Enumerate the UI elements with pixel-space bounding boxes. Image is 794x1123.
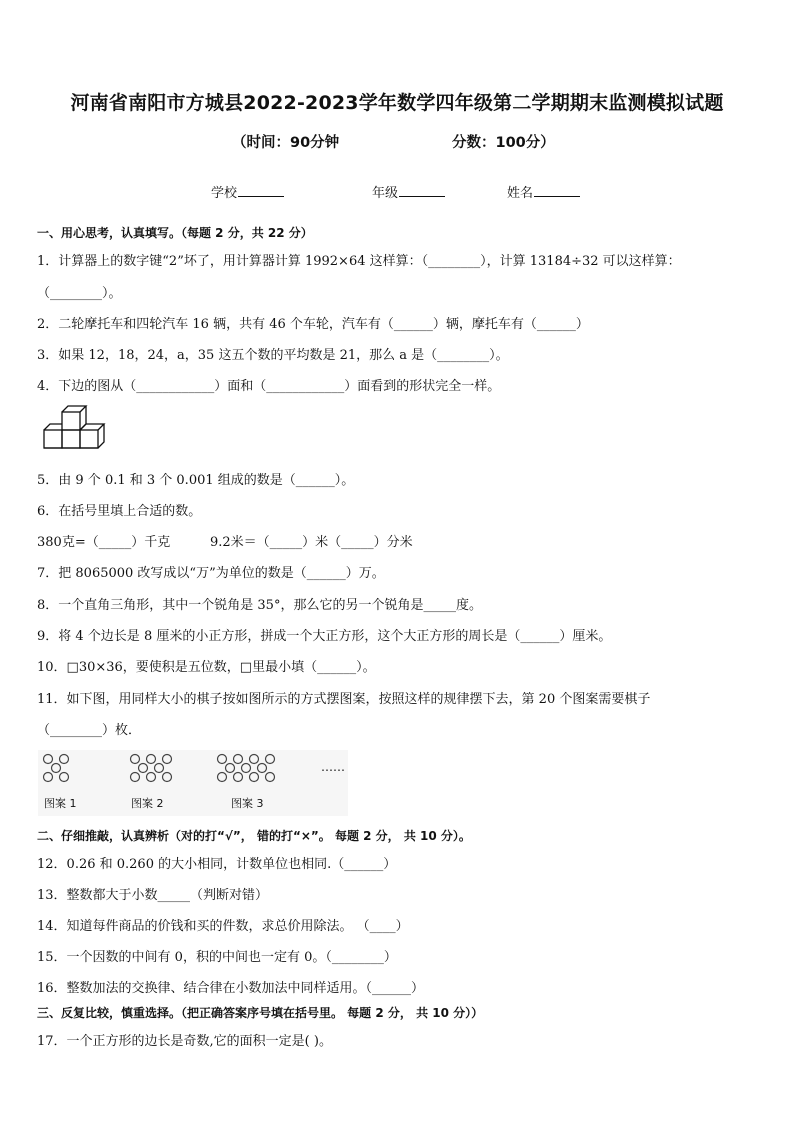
question-1: 1．计算器上的数字键“2”坏了，用计算器计算 1992×64 这样算：（________），计算 13184÷32 可以这样算： [37,254,681,269]
total-score: 分数：100分） [452,135,555,151]
question-6a: 380克=（_____）千克 [37,535,171,550]
section-3-heading: 三、反复比较，慎重选择。（把正确答案序号填在括号里。 每题 2 分， 共 10 分）） [37,1006,484,1020]
school-field [211,182,284,201]
question-6: 6．在括号里填上合适的数。 [37,504,202,519]
chess-pattern-figure [38,750,348,816]
question-3: 3．如果 12，18，24，a，35 这五个数的平均数是 21，那么 a 是（________）。 [37,348,509,363]
pattern-1-caption: 图案 1 [44,797,77,810]
grade-field [372,182,445,201]
time-limit: （时间：90分钟 [232,135,340,151]
question-4: 4．下边的图从（____________）面和（____________）面看到的形状完全一样。 [37,379,501,394]
question-7: 7．把 8065000 改写成以“万”为单位的数是（______）万。 [37,566,385,581]
question-10: 10．□30×36，要使积是五位数，□里最小填（______）。 [37,660,376,675]
question-1-cont: （________）。 [37,286,122,301]
question-11: 11．如下图，用同样大小的棋子按如图所示的方式摆图案，按照这样的规律摆下去，第 20 个图案需要棋子 [37,692,651,707]
pattern-2-caption: 图案 2 [131,797,164,810]
school-blank[interactable] [238,184,284,197]
page-title: 河南省南阳市方城县2022-2023学年数学四年级第二学期期末监测模拟试题 [70,92,724,114]
question-15: 15．一个因数的中间有 0，积的中间也一定有 0。（________） [37,950,397,965]
question-12: 12．0.26 和 0.260 的大小相同，计数单位也相同.（______） [37,857,397,872]
question-5: 5．由 9 个 0.1 和 3 个 0.001 组成的数是（______）。 [37,473,355,488]
question-9: 9．将 4 个边长是 8 厘米的小正方形，拼成一个大正方形，这个大正方形的周长是（______）厘米。 [37,629,612,644]
cube-figure [38,402,108,464]
name-label: 姓名 [507,186,534,201]
question-6b: 9.2米＝（_____）米（_____）分米 [210,535,413,550]
name-field [507,182,580,201]
section-2-heading: 二、仔细推敲，认真辨析（对的打“√”， 错的打“×”。 每题 2 分， 共 10 分）。 [37,829,471,843]
question-11-cont: （________）枚． [37,723,142,738]
pattern-ellipsis: …… [321,760,345,774]
question-8: 8．一个直角三角形，其中一个锐角是 35°，那么它的另一个锐角是_____度。 [37,598,482,613]
question-16: 16．整数加法的交换律、结合律在小数加法中同样适用。（______） [37,981,425,996]
question-17: 17．一个正方形的边长是奇数,它的面积一定是( )。 [37,1034,332,1049]
question-14: 14．知道每件商品的价钱和买的件数，求总价用除法。 （____） [37,919,409,934]
question-13: 13．整数都大于小数_____（判断对错） [37,888,269,903]
section-1-heading: 一、用心思考，认真填写。（每题 2 分，共 22 分） [37,226,313,240]
grade-label: 年级 [372,186,399,201]
name-blank[interactable] [534,184,580,197]
school-label: 学校 [211,186,238,201]
grade-blank[interactable] [399,184,445,197]
pattern-3-caption: 图案 3 [231,797,264,810]
question-2: 2．二轮摩托车和四轮汽车 16 辆，共有 46 个车轮，汽车有（______）辆，摩托车有（______） [37,317,589,332]
